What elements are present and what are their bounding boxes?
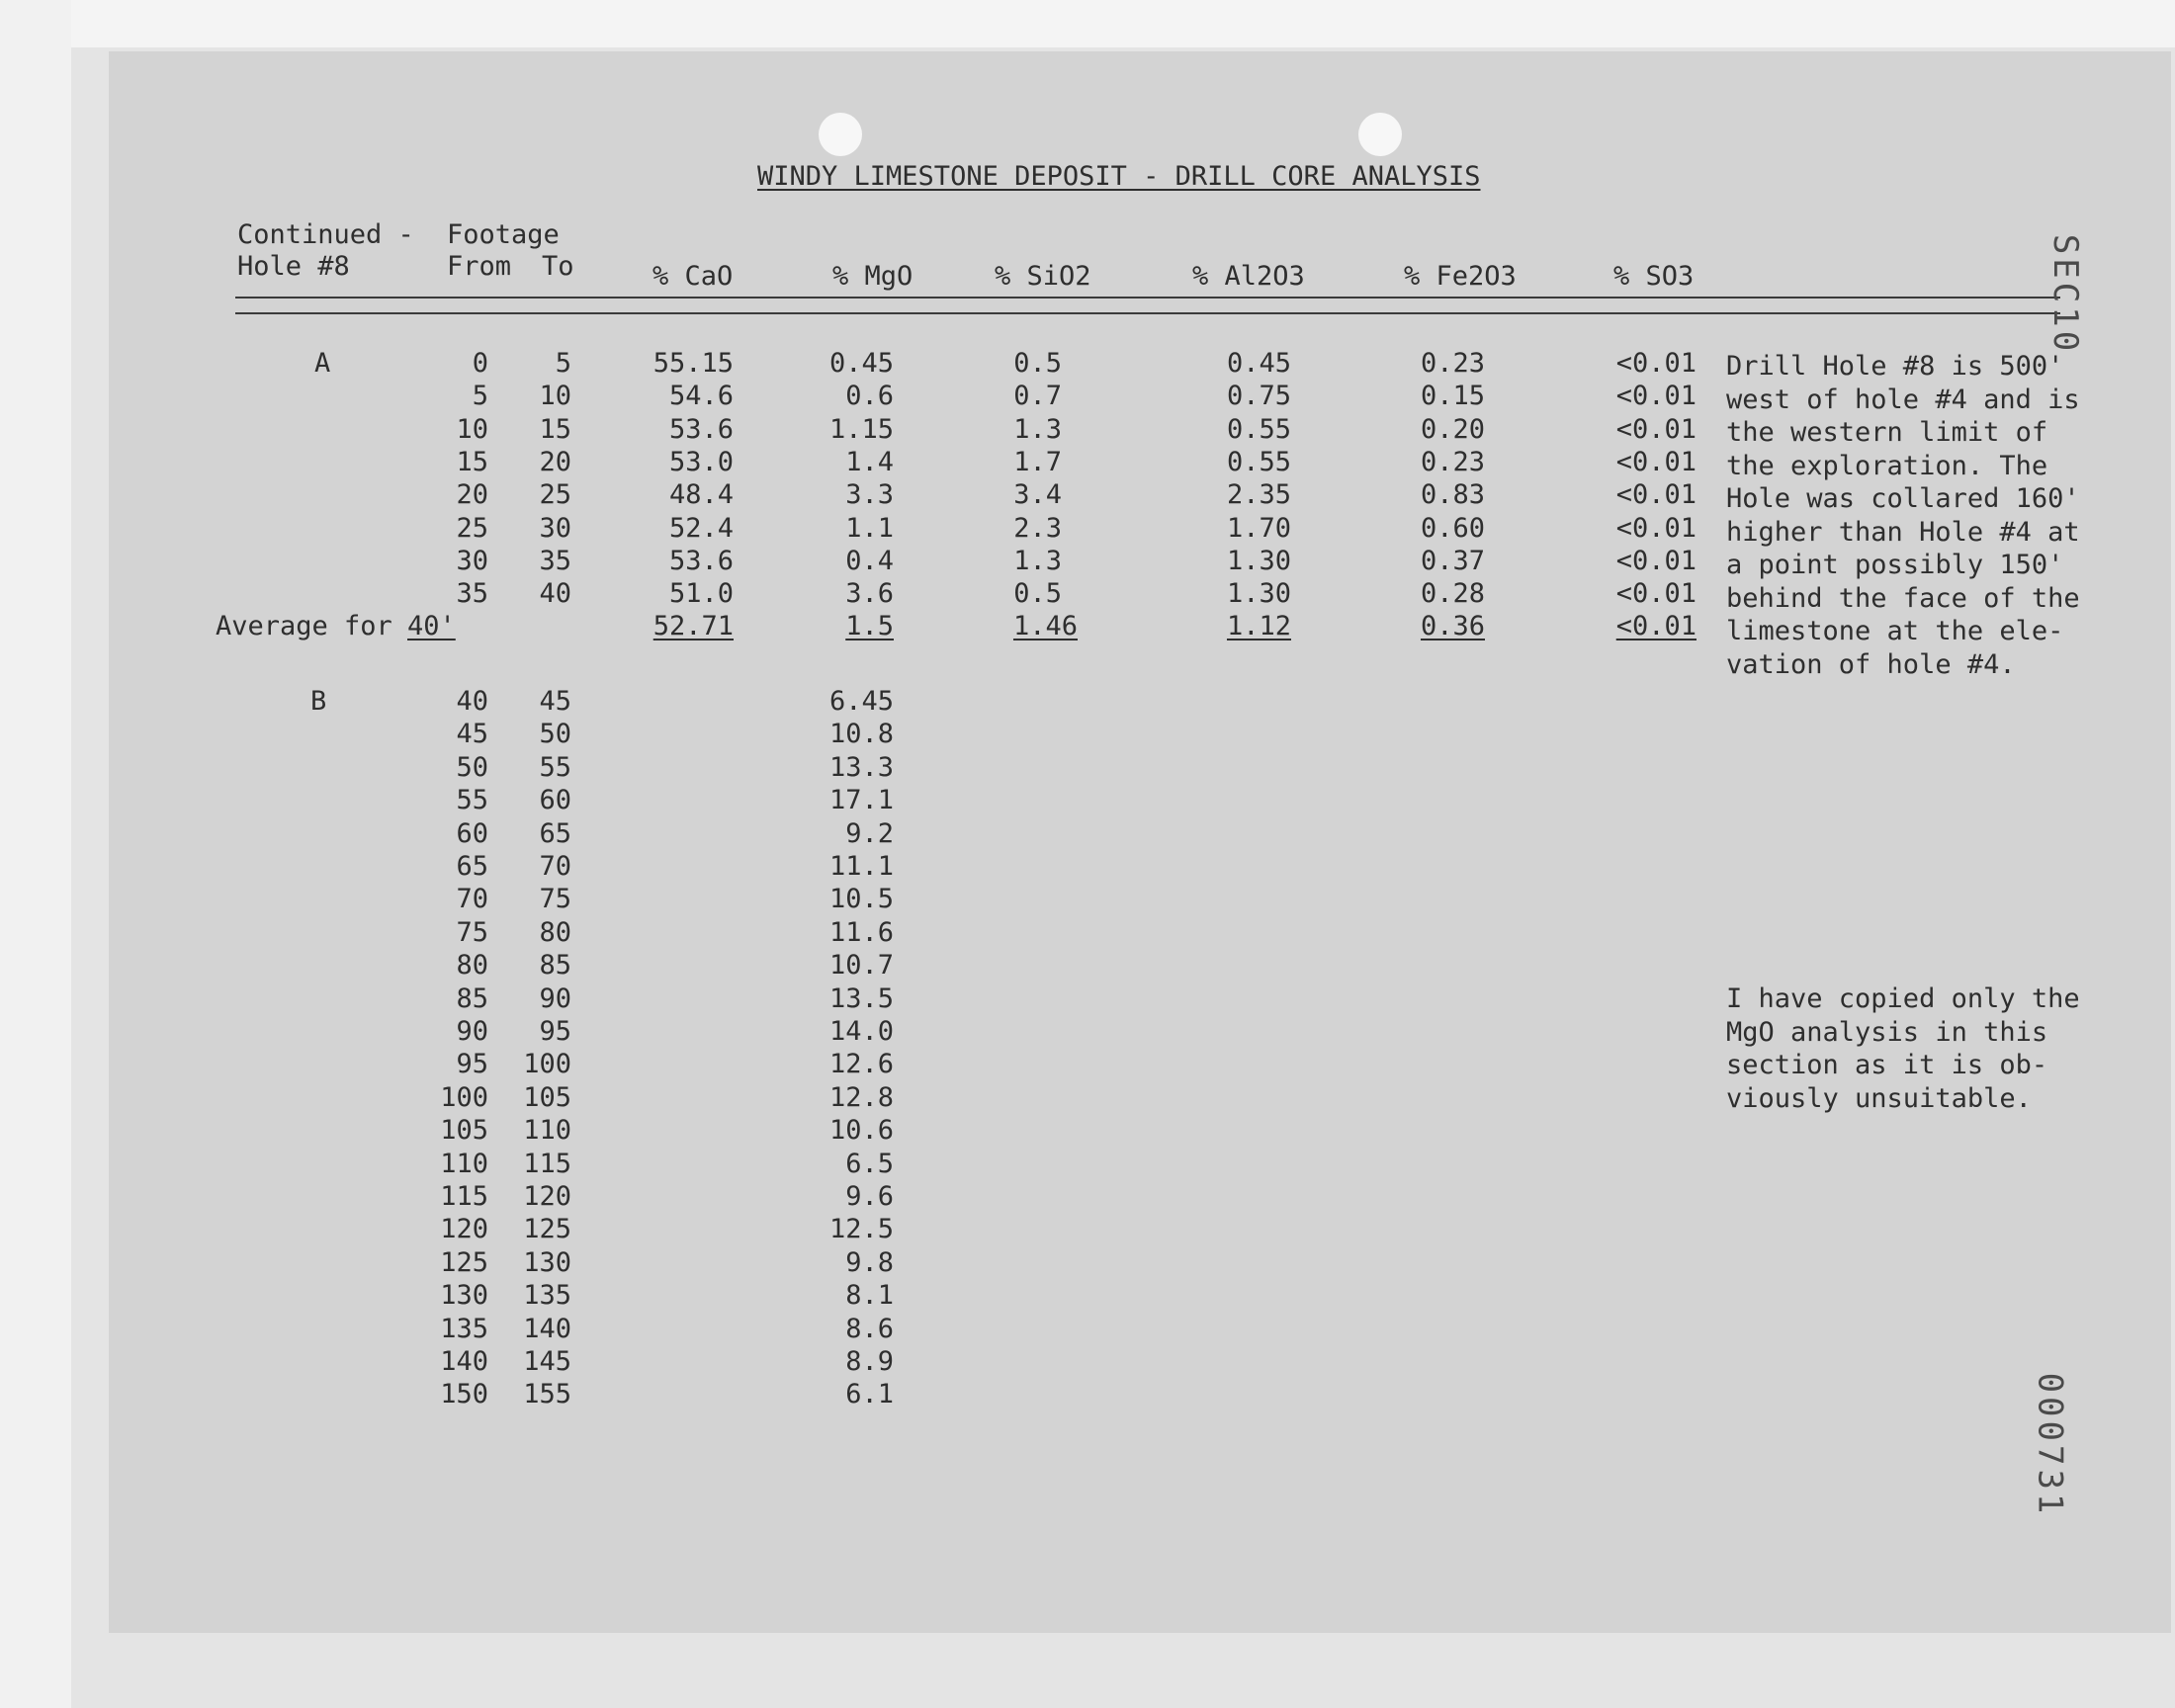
average-al2o3: 1.12	[1226, 611, 1291, 641]
section-b-from-cell: 50	[456, 751, 488, 783]
section-b-from-cell: 100	[440, 1081, 488, 1113]
section-a-fe2o3-cell: 0.15	[1420, 381, 1485, 412]
section-a-sio2-cell: 1.7	[1013, 446, 1062, 477]
section-a-from-cell: 35	[456, 578, 488, 610]
section-b-from-cell: 125	[440, 1246, 488, 1278]
section-b-mgo-cell: 6.45	[828, 686, 894, 717]
section-b-to-cell: 145	[523, 1346, 571, 1377]
section-b-to-cell: 65	[539, 817, 571, 849]
section-b-to-cell: 130	[523, 1246, 571, 1278]
section-b-to-cell: 105	[523, 1081, 571, 1113]
header-footage: Footage	[447, 219, 560, 250]
section-a-from-cell: 10	[456, 413, 488, 445]
section-a-label: A	[314, 348, 331, 379]
header-from: From	[447, 251, 512, 282]
section-b-mgo-cell: 10.5	[828, 884, 894, 915]
punch-hole-right	[1358, 113, 1402, 156]
section-a-cao-cell: 55.15	[652, 348, 734, 379]
section-b-to-cell: 85	[539, 950, 571, 982]
section-b-to-cell: 120	[523, 1181, 571, 1212]
header-to: To	[542, 251, 574, 282]
section-a-to-cell: 35	[539, 545, 571, 576]
section-b-from-cell: 95	[456, 1049, 488, 1080]
section-b-mgo-cell: 9.8	[845, 1246, 894, 1278]
section-b-from-cell: 150	[440, 1379, 488, 1410]
section-a-al2o3-cell: 0.55	[1226, 446, 1291, 477]
section-a-al2o3-cell: 1.70	[1226, 512, 1291, 544]
average-cao: 52.71	[652, 611, 734, 641]
section-a-fe2o3-cell: 0.23	[1420, 348, 1485, 379]
section-b-from-cell: 115	[440, 1181, 488, 1212]
header-al2o3: % Al2O3	[1192, 261, 1305, 292]
average-depth: 40'	[407, 611, 456, 641]
section-b-mgo-cell: 10.7	[828, 950, 894, 982]
section-a-from-cell: 25	[456, 512, 488, 544]
punch-hole-left	[819, 113, 862, 156]
section-b-to-cell: 80	[539, 916, 571, 948]
stamp-bottom: 000731	[2030, 1372, 2070, 1518]
header-so3: % SO3	[1613, 261, 1695, 292]
section-a-from-cell: 5	[472, 381, 488, 412]
section-b-mgo-cell: 14.0	[828, 1016, 894, 1047]
section-a-mgo-cell: 3.6	[845, 578, 894, 610]
section-b-to-cell: 100	[523, 1049, 571, 1080]
section-b-from-cell: 135	[440, 1313, 488, 1344]
section-b-from-cell: 55	[456, 785, 488, 816]
scan-background-left	[0, 0, 71, 1708]
section-a-cao-cell: 54.6	[668, 381, 734, 412]
section-a-fe2o3-cell: 0.83	[1420, 479, 1485, 511]
section-a-cao-cell: 52.4	[668, 512, 734, 544]
section-b-to-cell: 135	[523, 1280, 571, 1312]
section-a-to-cell: 25	[539, 479, 571, 511]
section-b-mgo-cell: 9.6	[845, 1181, 894, 1212]
section-b-to-cell: 70	[539, 851, 571, 882]
section-a-so3-cell: <0.01	[1615, 381, 1696, 412]
note-mgo-only: I have copied only the MgO analysis in this section as it is ob- viously unsuitable.	[1726, 983, 2080, 1114]
section-b-from-cell: 75	[456, 916, 488, 948]
header-hole: Hole #8	[237, 251, 350, 282]
section-a-to-cell: 5	[555, 348, 571, 379]
section-b-mgo-cell: 11.6	[828, 916, 894, 948]
section-b-mgo-cell: 13.3	[828, 751, 894, 783]
section-b-to-cell: 50	[539, 719, 571, 750]
section-b-from-cell: 60	[456, 817, 488, 849]
section-a-so3-cell: <0.01	[1615, 479, 1696, 511]
section-b-to-cell: 140	[523, 1313, 571, 1344]
section-b-to-cell: 90	[539, 982, 571, 1014]
section-b-from-cell: 45	[456, 719, 488, 750]
header-fe2o3: % Fe2O3	[1404, 261, 1517, 292]
section-a-to-cell: 30	[539, 512, 571, 544]
section-a-mgo-cell: 0.4	[845, 545, 894, 576]
average-so3: <0.01	[1615, 611, 1696, 641]
section-b-from-cell: 80	[456, 950, 488, 982]
section-a-fe2o3-cell: 0.23	[1420, 446, 1485, 477]
average-fe2o3: 0.36	[1420, 611, 1485, 641]
section-a-al2o3-cell: 0.55	[1226, 413, 1291, 445]
section-b-from-cell: 70	[456, 884, 488, 915]
section-a-cao-cell: 48.4	[668, 479, 734, 511]
section-b-mgo-cell: 12.6	[828, 1049, 894, 1080]
section-a-fe2o3-cell: 0.37	[1420, 545, 1485, 576]
section-b-mgo-cell: 6.5	[845, 1148, 894, 1179]
section-a-so3-cell: <0.01	[1615, 413, 1696, 445]
section-a-to-cell: 40	[539, 578, 571, 610]
section-a-sio2-cell: 0.7	[1013, 381, 1062, 412]
section-a-from-cell: 20	[456, 479, 488, 511]
section-b-mgo-cell: 13.5	[828, 982, 894, 1014]
section-a-cao-cell: 53.6	[668, 545, 734, 576]
section-b-from-cell: 105	[440, 1115, 488, 1147]
section-a-al2o3-cell: 1.30	[1226, 545, 1291, 576]
section-a-so3-cell: <0.01	[1615, 446, 1696, 477]
average-mgo: 1.5	[845, 611, 894, 641]
average-sio2: 1.46	[1012, 611, 1078, 641]
scan-background-top	[0, 0, 2175, 47]
section-a-fe2o3-cell: 0.60	[1420, 512, 1485, 544]
section-a-so3-cell: <0.01	[1615, 545, 1696, 576]
section-b-mgo-cell: 9.2	[845, 817, 894, 849]
header-mgo: % MgO	[832, 261, 914, 292]
header-sio2: % SiO2	[995, 261, 1091, 292]
section-a-fe2o3-cell: 0.20	[1420, 413, 1485, 445]
section-a-so3-cell: <0.01	[1615, 578, 1696, 610]
section-a-sio2-cell: 0.5	[1013, 578, 1062, 610]
section-b-mgo-cell: 17.1	[828, 785, 894, 816]
section-a-sio2-cell: 0.5	[1013, 348, 1062, 379]
section-a-from-cell: 30	[456, 545, 488, 576]
section-a-al2o3-cell: 2.35	[1226, 479, 1291, 511]
section-a-al2o3-cell: 1.30	[1226, 578, 1291, 610]
section-b-mgo-cell: 8.6	[845, 1313, 894, 1344]
section-a-al2o3-cell: 0.45	[1226, 348, 1291, 379]
section-b-mgo-cell: 12.5	[828, 1214, 894, 1245]
section-b-to-cell: 60	[539, 785, 571, 816]
section-a-mgo-cell: 1.15	[828, 413, 894, 445]
section-a-to-cell: 10	[539, 381, 571, 412]
section-b-from-cell: 130	[440, 1280, 488, 1312]
section-a-to-cell: 20	[539, 446, 571, 477]
note-drill-hole: Drill Hole #8 is 500' west of hole #4 and is the western limit of the exploration. The Hole was collared 160' higher than Hole #4 at a point possibly 150' behind the face of the limestone at the ele- vation of hole #4.	[1726, 351, 2080, 680]
section-a-to-cell: 15	[539, 413, 571, 445]
section-a-sio2-cell: 2.3	[1013, 512, 1062, 544]
section-b-to-cell: 115	[523, 1148, 571, 1179]
section-a-sio2-cell: 1.3	[1013, 545, 1062, 576]
section-b-to-cell: 45	[539, 686, 571, 717]
section-a-so3-cell: <0.01	[1615, 512, 1696, 544]
section-b-to-cell: 95	[539, 1016, 571, 1047]
section-b-mgo-cell: 11.1	[828, 851, 894, 882]
section-b-to-cell: 110	[523, 1115, 571, 1147]
section-b-to-cell: 75	[539, 884, 571, 915]
section-a-cao-cell: 53.0	[668, 446, 734, 477]
section-b-from-cell: 85	[456, 982, 488, 1014]
section-b-from-cell: 40	[456, 686, 488, 717]
section-b-from-cell: 65	[456, 851, 488, 882]
section-b-mgo-cell: 10.6	[828, 1115, 894, 1147]
section-a-mgo-cell: 1.4	[845, 446, 894, 477]
section-a-mgo-cell: 3.3	[845, 479, 894, 511]
stamp-top: SEC10	[2045, 233, 2086, 356]
average-label: Average for	[216, 611, 392, 641]
section-a-al2o3-cell: 0.75	[1226, 381, 1291, 412]
section-b-label: B	[310, 686, 327, 717]
section-a-mgo-cell: 1.1	[845, 512, 894, 544]
section-b-from-cell: 120	[440, 1214, 488, 1245]
section-b-from-cell: 110	[440, 1148, 488, 1179]
section-b-to-cell: 55	[539, 751, 571, 783]
header-cao: % CaO	[652, 261, 734, 292]
section-a-so3-cell: <0.01	[1615, 348, 1696, 379]
section-b-mgo-cell: 6.1	[845, 1379, 894, 1410]
section-b-to-cell: 155	[523, 1379, 571, 1410]
header-continued: Continued -	[237, 219, 414, 250]
section-a-from-cell: 0	[472, 348, 488, 379]
section-b-from-cell: 90	[456, 1016, 488, 1047]
section-a-fe2o3-cell: 0.28	[1420, 578, 1485, 610]
section-b-mgo-cell: 10.8	[828, 719, 894, 750]
section-a-cao-cell: 51.0	[668, 578, 734, 610]
section-b-to-cell: 125	[523, 1214, 571, 1245]
section-b-from-cell: 140	[440, 1346, 488, 1377]
section-a-cao-cell: 53.6	[668, 413, 734, 445]
section-a-from-cell: 15	[456, 446, 488, 477]
section-a-sio2-cell: 3.4	[1013, 479, 1062, 511]
section-a-sio2-cell: 1.3	[1013, 413, 1062, 445]
header-rule-1	[235, 297, 2060, 299]
section-b-mgo-cell: 8.9	[845, 1346, 894, 1377]
section-b-mgo-cell: 8.1	[845, 1280, 894, 1312]
section-a-mgo-cell: 0.6	[845, 381, 894, 412]
section-a-mgo-cell: 0.45	[828, 348, 894, 379]
header-rule-2	[235, 312, 2060, 314]
document-title: WINDY LIMESTONE DEPOSIT - DRILL CORE ANALYSIS	[757, 161, 1481, 192]
section-b-mgo-cell: 12.8	[828, 1081, 894, 1113]
